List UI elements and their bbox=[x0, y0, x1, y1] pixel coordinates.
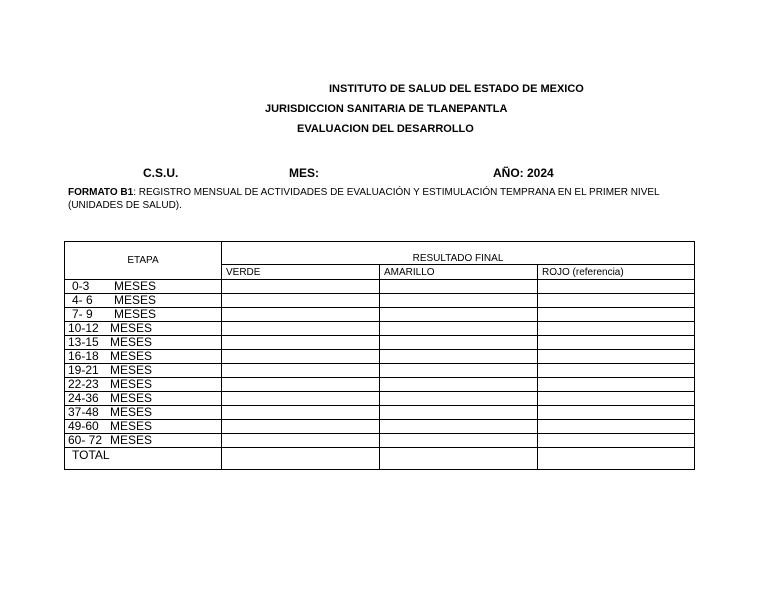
etapa-range: 60- 72 bbox=[68, 433, 103, 447]
cell-rojo[interactable] bbox=[538, 308, 695, 322]
table-row bbox=[65, 336, 695, 350]
table-row bbox=[65, 392, 695, 406]
form-description bbox=[68, 186, 698, 212]
etapa-range: 7- 9 bbox=[72, 307, 93, 321]
result-header: RESULTADO FINAL bbox=[222, 242, 695, 265]
etapa-cell bbox=[65, 308, 222, 322]
etapa-range: 10-12 bbox=[68, 321, 99, 335]
etapa-cell bbox=[65, 336, 222, 350]
etapa-range: 0-3 bbox=[72, 279, 90, 293]
cell-rojo[interactable] bbox=[538, 280, 695, 294]
cell-amarillo[interactable] bbox=[380, 308, 538, 322]
etapa-range: 37-48 bbox=[68, 405, 99, 419]
form-description-text: : REGISTRO MENSUAL DE ACTIVIDADES DE EVALUACIÓN Y ESTIMULACIÓN TEMPRANA EN EL PRIMER NIVEL (UNIDADES DE SALUD). bbox=[68, 187, 660, 211]
table-row bbox=[65, 308, 695, 322]
cell-rojo[interactable] bbox=[538, 364, 695, 378]
etapa-unit: MESES bbox=[110, 321, 153, 335]
cell-verde[interactable] bbox=[222, 364, 380, 378]
cell-amarillo[interactable] bbox=[380, 420, 538, 434]
column-header-amarillo: AMARILLO bbox=[380, 265, 538, 280]
etapa-cell bbox=[65, 406, 222, 420]
institute-title: INSTITUTO DE SALUD DEL ESTADO DE MEXICO bbox=[329, 83, 584, 95]
etapa-cell bbox=[65, 294, 222, 308]
etapa-unit: MESES bbox=[114, 293, 157, 307]
etapa-unit: MESES bbox=[110, 433, 153, 447]
etapa-range: 49-60 bbox=[68, 419, 99, 433]
etapa-cell bbox=[65, 434, 222, 448]
table-row bbox=[65, 322, 695, 336]
cell-rojo[interactable] bbox=[538, 378, 695, 392]
table-row bbox=[65, 280, 695, 294]
etapa-unit: MESES bbox=[110, 349, 153, 363]
table-row bbox=[65, 294, 695, 308]
cell-rojo[interactable] bbox=[538, 420, 695, 434]
table-row bbox=[65, 406, 695, 420]
cell-amarillo[interactable] bbox=[380, 364, 538, 378]
etapa-unit: MESES bbox=[110, 363, 153, 377]
anio-label: AÑO: 2024 bbox=[493, 166, 554, 180]
cell-verde[interactable] bbox=[222, 350, 380, 364]
cell-verde[interactable] bbox=[222, 294, 380, 308]
form-code: FORMATO B1 bbox=[68, 187, 134, 198]
etapa-cell bbox=[65, 392, 222, 406]
cell-amarillo[interactable] bbox=[380, 434, 538, 448]
cell-rojo[interactable] bbox=[538, 434, 695, 448]
cell-amarillo[interactable] bbox=[380, 406, 538, 420]
etapa-unit: MESES bbox=[110, 377, 153, 391]
etapa-range: 13-15 bbox=[68, 335, 99, 349]
cell-amarillo[interactable] bbox=[380, 336, 538, 350]
cell-amarillo[interactable] bbox=[380, 294, 538, 308]
etapa-range: 4- 6 bbox=[72, 293, 93, 307]
etapa-unit: MESES bbox=[110, 419, 153, 433]
cell-amarillo[interactable] bbox=[380, 350, 538, 364]
cell-rojo[interactable] bbox=[538, 322, 695, 336]
etapa-cell bbox=[65, 280, 222, 294]
mes-label: MES: bbox=[289, 166, 319, 180]
cell-verde[interactable] bbox=[222, 392, 380, 406]
results-table bbox=[64, 241, 695, 470]
cell-rojo[interactable] bbox=[538, 392, 695, 406]
cell-verde[interactable] bbox=[222, 308, 380, 322]
table-row bbox=[65, 434, 695, 448]
cell-rojo[interactable] bbox=[538, 350, 695, 364]
cell-verde[interactable] bbox=[222, 280, 380, 294]
cell-amarillo[interactable] bbox=[380, 392, 538, 406]
cell-amarillo[interactable] bbox=[380, 322, 538, 336]
etapa-cell bbox=[65, 322, 222, 336]
column-header-verde: VERDE bbox=[222, 265, 380, 280]
cell-verde[interactable] bbox=[222, 434, 380, 448]
etapa-cell bbox=[65, 378, 222, 392]
etapa-header: ETAPA bbox=[65, 242, 222, 280]
cell-verde[interactable] bbox=[222, 420, 380, 434]
cell-verde[interactable] bbox=[222, 378, 380, 392]
jurisdiction-title: JURISDICCION SANITARIA DE TLANEPANTLA bbox=[265, 103, 508, 115]
evaluation-title: EVALUACION DEL DESARROLLO bbox=[297, 123, 474, 135]
total-row bbox=[65, 448, 695, 470]
cell-verde[interactable] bbox=[222, 322, 380, 336]
csu-label: C.S.U. bbox=[143, 166, 179, 180]
cell-rojo[interactable] bbox=[538, 336, 695, 350]
cell-amarillo[interactable] bbox=[380, 378, 538, 392]
total-label: TOTAL bbox=[65, 448, 222, 470]
total-cell-rojo[interactable] bbox=[538, 448, 695, 470]
etapa-unit: MESES bbox=[110, 391, 153, 405]
etapa-unit: MESES bbox=[114, 307, 157, 321]
total-cell-verde[interactable] bbox=[222, 448, 380, 470]
table-row bbox=[65, 350, 695, 364]
etapa-cell bbox=[65, 350, 222, 364]
cell-rojo[interactable] bbox=[538, 406, 695, 420]
cell-amarillo[interactable] bbox=[380, 280, 538, 294]
table-row bbox=[65, 364, 695, 378]
etapa-unit: MESES bbox=[110, 335, 153, 349]
total-cell-amarillo[interactable] bbox=[380, 448, 538, 470]
table-row bbox=[65, 420, 695, 434]
column-header-rojo: ROJO (referencia) bbox=[538, 265, 695, 280]
etapa-unit: MESES bbox=[110, 405, 153, 419]
etapa-range: 22-23 bbox=[68, 377, 99, 391]
etapa-range: 16-18 bbox=[68, 349, 99, 363]
etapa-unit: MESES bbox=[114, 279, 157, 293]
etapa-range: 24-36 bbox=[68, 391, 99, 405]
cell-rojo[interactable] bbox=[538, 294, 695, 308]
etapa-cell bbox=[65, 420, 222, 434]
etapa-range: 19-21 bbox=[68, 363, 99, 377]
cell-verde[interactable] bbox=[222, 406, 380, 420]
table-row bbox=[65, 378, 695, 392]
etapa-cell bbox=[65, 364, 222, 378]
cell-verde[interactable] bbox=[222, 336, 380, 350]
